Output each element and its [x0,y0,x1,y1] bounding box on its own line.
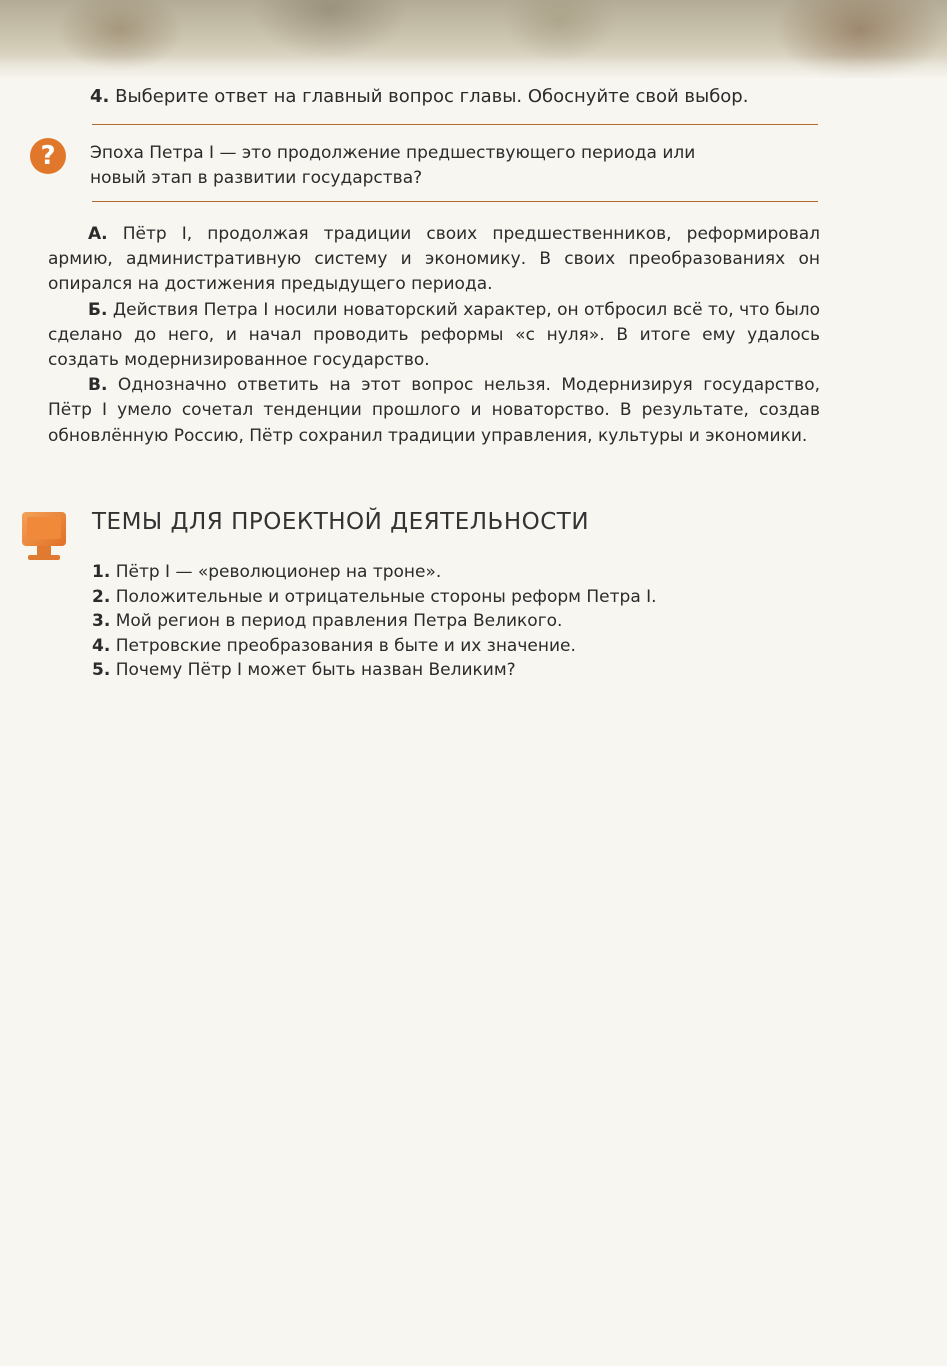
monitor-icon [20,512,68,562]
answer-label: А. [88,224,108,244]
answer-option-c [48,373,820,449]
answer-label: Б. [88,299,108,320]
answer-text: Действия Петра I носили новаторский характер, он отбросил всё то, что было сделано до него, и начал проводить реформы «с нуля». В итоге ему удалось создать модернизированное государство. [48,299,821,371]
main-question-line-2: новый этап в развитии государства? [90,168,423,188]
answer-option-a [48,222,820,298]
task-4 [90,84,748,109]
main-question [90,141,818,191]
list-item: 2. Положительные и отрицательные стороны реформ Петра I. [92,586,657,607]
task-number: 4. [90,86,110,107]
answer-options [48,222,820,449]
task-text: Выберите ответ на главный вопрос главы. Обоснуйте свой выбор. [115,86,749,107]
list-item: 3. Мой регион в период правления Петра Великого. [92,611,563,632]
header-banner-fade [0,56,947,84]
answer-text: Пётр I, продолжая традиции своих предшественников, реформировал армию, административную систему и экономику. В своих преобразованиях он опирался на достижения предыдущего периода. [48,224,821,295]
list-item: 4. Петровские преобразования в быте и их значение. [92,635,576,656]
projects-title: ТЕМЫ ДЛЯ ПРОЕКТНОЙ ДЕЯТЕЛЬНОСТИ [92,509,590,535]
divider-top [92,124,818,125]
question-icon: ? [30,138,66,174]
divider-bottom [92,201,818,202]
list-item: 1. Пётр I — «революционер на троне». [92,562,442,582]
answer-label: В. [88,375,108,396]
projects-list [92,560,657,683]
answer-option-b [48,298,820,374]
main-question-line-1: Эпоха Петра I — это продолжение предшествующего периода или [90,143,696,163]
answer-text: Однозначно ответить на этот вопрос нельзя. Модернизируя государство, Пётр I умело сочетал тенденции прошлого и новаторство. В результате, создав обновлённую Россию, Пётр сохранил традиции управления, культуры и экономики. [48,375,820,446]
list-item: 5. Почему Пётр I может быть назван Великим? [92,660,516,681]
